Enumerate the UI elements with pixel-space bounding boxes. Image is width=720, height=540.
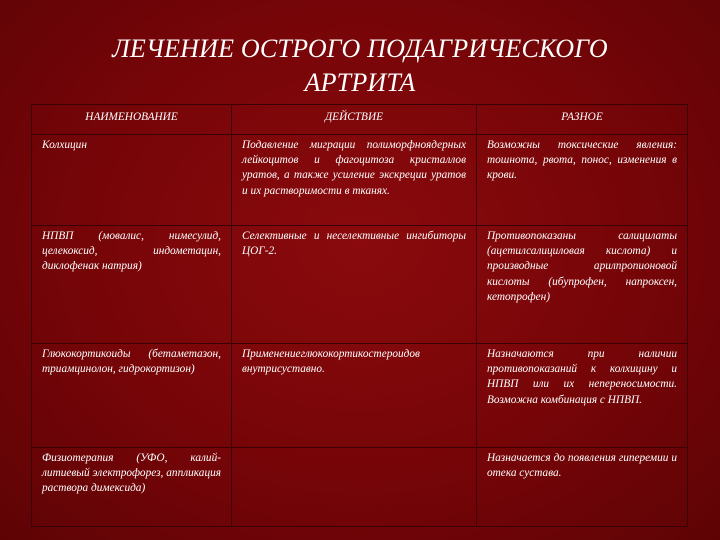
slide-title (40, 32, 680, 100)
cell-name: НПВП (мовалис, нимесулид, целекоксид, индометацин, диклофенак натрия) (32, 226, 232, 344)
header-action: ДЕЙСТВИЕ (232, 105, 477, 135)
cell-misc: Противопоказаны салицилаты (ацетилсалициловая кислота) и производные арилпропионовой кислоты (ибупрофен, напроксен, кетопрофен) (477, 226, 688, 344)
cell-name: Колхицин (32, 135, 232, 226)
title-line-1: ЛЕЧЕНИЕ ОСТРОГО ПОДАГРИЧЕСКОГО (112, 34, 608, 63)
cell-action: Селективные и неселективные ингибиторы ЦОГ-2. (232, 226, 477, 344)
cell-name: Физиотерапия (УФО, калий-литиевый электрофорез, аппликация раствора димексида) (32, 448, 232, 527)
cell-misc: Возможны токсические явления: тошнота, рвота, понос, изменения в крови. (477, 135, 688, 226)
table-header-row (32, 105, 688, 135)
cell-misc: Назначаются при наличии противопоказаний к колхицину и НПВП или их непереносимости. Возможна комбинация с НПВП. (477, 344, 688, 448)
cell-misc: Назначается до появления гиперемии и отека сустава. (477, 448, 688, 527)
cell-action (232, 448, 477, 527)
table-row (32, 135, 688, 226)
title-line-2: АРТРИТА (304, 68, 416, 97)
table-row (32, 448, 688, 527)
header-name: НАИМЕНОВАНИЕ (32, 105, 232, 135)
cell-name: Глюкокортикоиды (бетаметазон, триамцинолон, гидрокортизон) (32, 344, 232, 448)
table-row (32, 226, 688, 344)
header-misc: РАЗНОЕ (477, 105, 688, 135)
treatment-table (31, 104, 688, 527)
table-row (32, 344, 688, 448)
cell-action: Применениеглюкокортикостероидов внутрисуставно. (232, 344, 477, 448)
cell-action: Подавление миграции полиморфноядерных лейкоцитов и фагоцитоза кристаллов уратов, а также усиление экскреции уратов и их растворимости в тканях. (232, 135, 477, 226)
